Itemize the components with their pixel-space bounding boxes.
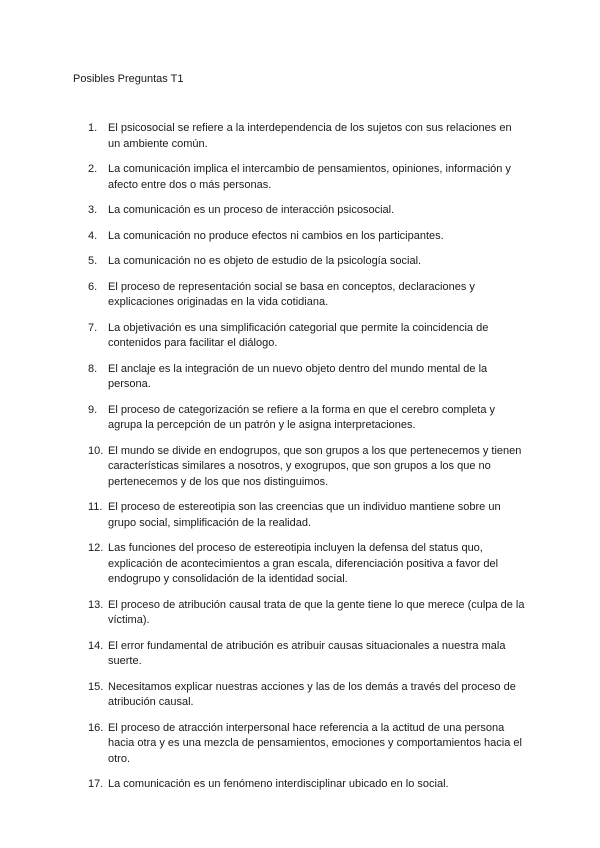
list-item bbox=[0, 121, 600, 152]
list-item-number: 7. bbox=[88, 321, 98, 334]
list-item-number: 12. bbox=[88, 542, 104, 554]
list-item-number: 14. bbox=[88, 639, 104, 652]
list-item-text: El proceso de estereotipia son las creencias que un individuo mantiene sobre un grupo social, simplificación de la realidad. bbox=[108, 501, 501, 529]
list-item bbox=[0, 254, 600, 270]
list-item bbox=[0, 162, 600, 193]
list-item bbox=[0, 321, 600, 352]
list-item bbox=[0, 680, 600, 711]
list-item bbox=[0, 362, 600, 393]
list-item-number: 10. bbox=[88, 444, 104, 457]
list-item-text: La comunicación implica el intercambio de pensamientos, opiniones, información y afecto entre dos o más personas. bbox=[108, 163, 511, 191]
list-item bbox=[0, 444, 600, 491]
list-item-text: El proceso de categorización se refiere a la forma en que el cerebro completa y agrupa la percepción de un patrón y le asigna interpretaciones. bbox=[108, 403, 496, 431]
list-item-text: La comunicación es un fenómeno interdisciplinar ubicado en lo social. bbox=[108, 778, 449, 790]
list-item-text: El proceso de representación social se basa en conceptos, declaraciones y explicaciones originadas en la vida cotidiana. bbox=[108, 280, 475, 308]
list-item bbox=[0, 500, 600, 531]
list-item-text: El anclaje es la integración de un nuevo objeto dentro del mundo mental de la persona. bbox=[108, 362, 488, 390]
list-item bbox=[0, 598, 600, 629]
page-title: Posibles Preguntas T1 bbox=[73, 73, 184, 85]
list-item-text: El mundo se divide en endogrupos, que son grupos a los que pertenecemos y tienen características similares a nosotros, y exogrupos, que son grupos a los que no pertenecemos y de los que nos distinguimos. bbox=[108, 444, 522, 488]
list-item-number: 13. bbox=[88, 598, 104, 611]
list-item bbox=[0, 777, 600, 793]
list-item-text: El proceso de atribución causal trata de que la gente tiene lo que merece (culpa de la víctima). bbox=[108, 598, 525, 626]
list-item-text: El psicosocial se refiere a la interdependencia de los sujetos con sus relaciones en un ambiente común. bbox=[108, 122, 512, 150]
list-item-number: 5. bbox=[88, 255, 98, 267]
list-item-text: Las funciones del proceso de estereotipia incluyen la defensa del status quo, explicación de acontecimientos a gran escala, diferenciación positiva a favor del endogrupo y consolidación de la identidad social. bbox=[108, 542, 499, 585]
list-item-text: El proceso de atracción interpersonal hace referencia a la actitud de una persona hacia otra y es una mezcla de pensamientos, emociones y comportamientos hacia el otro. bbox=[108, 721, 522, 765]
list-item bbox=[0, 403, 600, 434]
question-list bbox=[0, 121, 600, 803]
list-item-number: 8. bbox=[88, 362, 98, 375]
list-item-number: 3. bbox=[88, 204, 98, 216]
list-item-number: 1. bbox=[88, 122, 98, 134]
list-item-number: 2. bbox=[88, 163, 98, 175]
list-item-number: 17. bbox=[88, 778, 104, 790]
list-item-text: La comunicación no es objeto de estudio de la psicología social. bbox=[108, 255, 422, 267]
list-item-number: 16. bbox=[88, 721, 104, 734]
list-item-text: La comunicación es un proceso de interacción psicosocial. bbox=[108, 204, 395, 216]
list-item-number: 9. bbox=[88, 403, 98, 416]
list-item-number: 6. bbox=[88, 280, 98, 293]
list-item bbox=[0, 203, 600, 219]
list-item-number: 4. bbox=[88, 229, 98, 242]
list-item-number: 11. bbox=[88, 501, 103, 513]
list-item-text: La comunicación no produce efectos ni cambios en los participantes. bbox=[108, 229, 444, 242]
list-item-text: La objetivación es una simplificación categorial que permite la coincidencia de contenidos para facilitar el diálogo. bbox=[108, 321, 489, 349]
list-item bbox=[0, 229, 600, 245]
list-item bbox=[0, 639, 600, 670]
list-item bbox=[0, 541, 600, 588]
list-item-text: Necesitamos explicar nuestras acciones y las de los demás a través del proceso de atribución causal. bbox=[108, 680, 516, 708]
list-item-number: 15. bbox=[88, 680, 104, 693]
list-item bbox=[0, 280, 600, 311]
list-item-text: El error fundamental de atribución es atribuir causas situacionales a nuestra mala suerte. bbox=[108, 639, 506, 667]
list-item bbox=[0, 721, 600, 768]
